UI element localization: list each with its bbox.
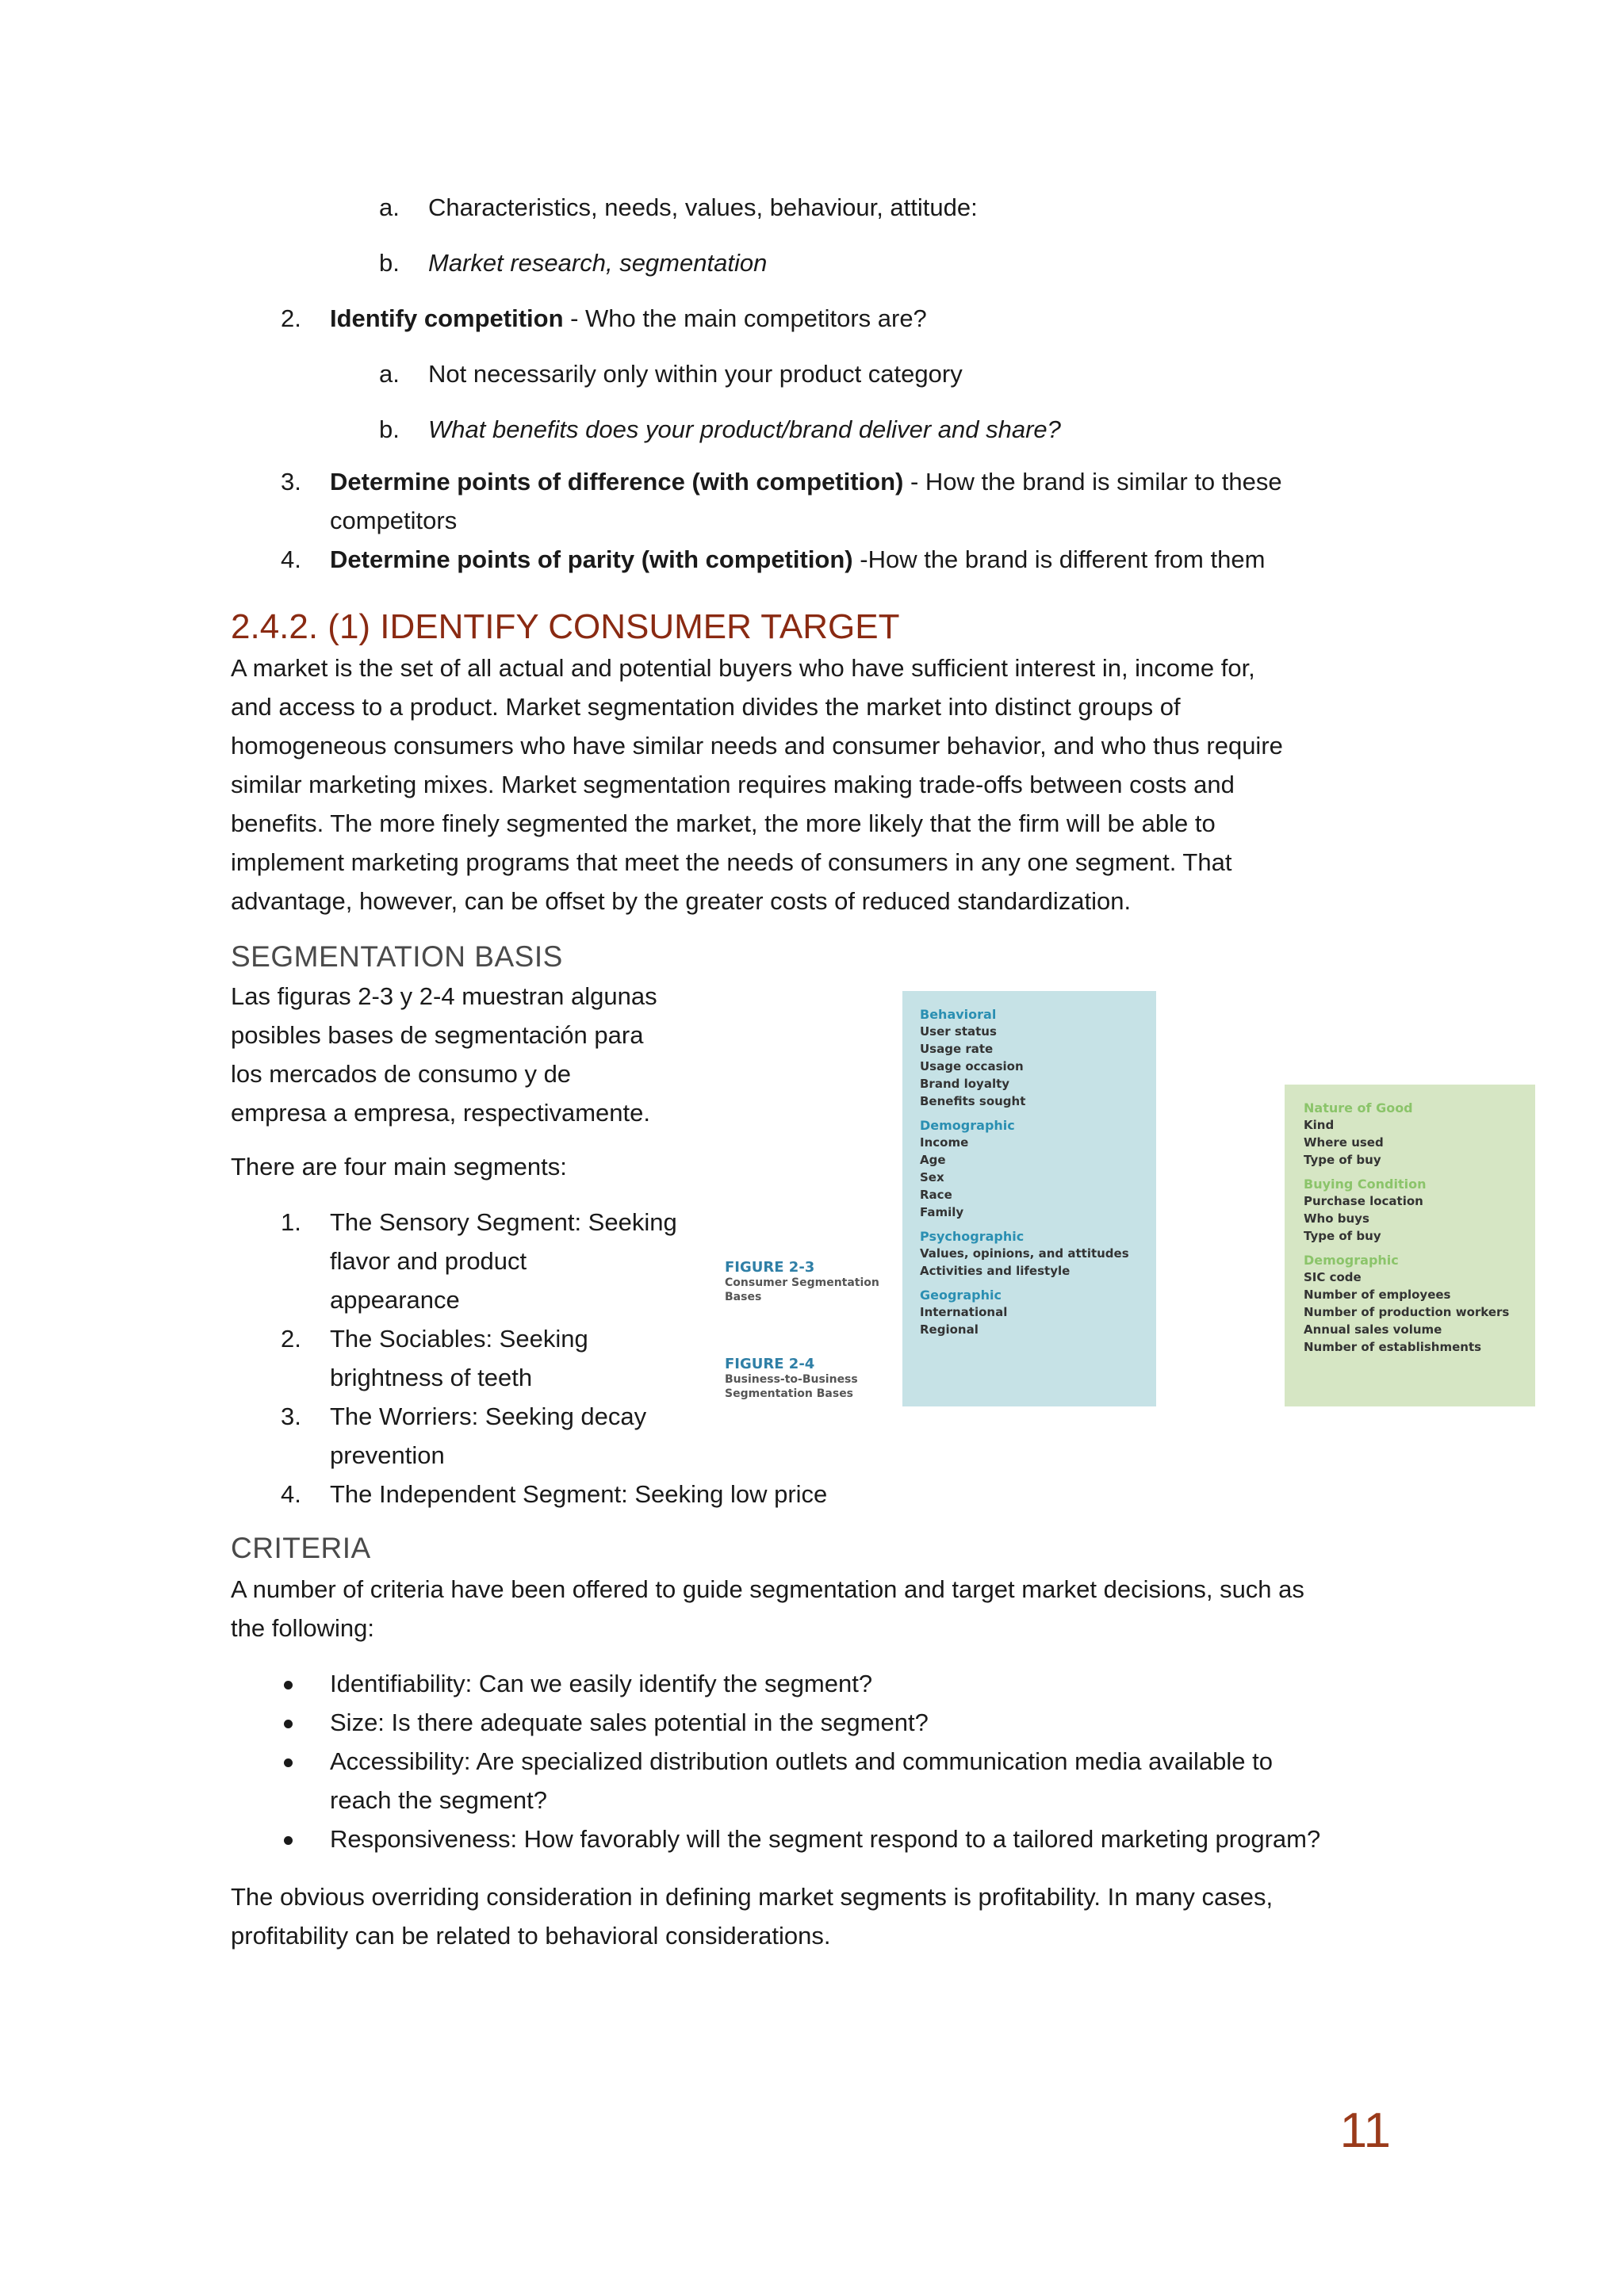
criteria-item: Accessibility: Are specialized distribution outlets and communication media available to — [330, 1747, 1273, 1775]
figure-group-title: Demographic — [920, 1118, 1015, 1133]
figure-group — [920, 1288, 1129, 1338]
figure-group-item: SIC code — [1304, 1270, 1362, 1284]
list-marker: 4. — [281, 545, 301, 573]
figure-group-title: Geographic — [920, 1288, 1002, 1303]
figure-caption-2-4 — [725, 1356, 858, 1401]
list-marker: 3. — [281, 1402, 301, 1430]
figure-group-item: Number of employees — [1304, 1288, 1451, 1302]
list-item: Not necessarily only within your product category — [428, 360, 963, 388]
segment-item: appearance — [330, 1286, 460, 1314]
figure-group-item: Usage rate — [920, 1042, 994, 1056]
figure-group-item: Usage occasion — [920, 1059, 1024, 1073]
figure-group-item: Family — [920, 1205, 964, 1219]
figure-group-item: Age — [920, 1153, 946, 1167]
criteria-item: Responsiveness: How favorably will the segment respond to a tailored marketing program? — [330, 1825, 1321, 1853]
list-marker: b. — [379, 415, 400, 443]
criteria-item: Size: Is there adequate sales potential in the segment? — [330, 1709, 929, 1736]
list-item-text: - How the brand is similar to these — [903, 468, 1282, 496]
list-item: What benefits does your product/brand deliver and share? — [428, 415, 1061, 443]
subsection-heading: SEGMENTATION BASIS — [231, 940, 563, 973]
criteria-item: reach the segment? — [330, 1786, 548, 1814]
figure-group — [920, 1118, 1129, 1221]
list-marker: 4. — [281, 1480, 301, 1508]
figure-group-item: Kind — [1304, 1118, 1335, 1132]
figure-group-item: Purchase location — [1304, 1194, 1423, 1208]
figure-group-item: Type of buy — [1304, 1153, 1381, 1167]
consumer-groups — [920, 1007, 1129, 1346]
text-line: profitability can be related to behavioral considerations. — [231, 1922, 831, 1950]
figure-caption-2-3 — [725, 1259, 879, 1304]
figure-caption-desc: Segmentation Bases — [725, 1387, 854, 1400]
list-marker: b. — [379, 249, 400, 277]
list-item-continuation: competitors — [330, 507, 458, 534]
list-item-bold: Identify competition — [330, 304, 564, 332]
figure-caption-desc: Consumer Segmentation — [725, 1276, 879, 1289]
figure-group-item: Race — [920, 1188, 952, 1202]
list-item — [330, 466, 1282, 498]
segment-item: The Independent Segment: Seeking low price — [330, 1480, 828, 1508]
text-line: posibles bases de segmentación para — [231, 1021, 644, 1049]
list-marker: a. — [379, 193, 400, 221]
list-marker: a. — [379, 360, 400, 388]
text-line: advantage, however, can be offset by the greater costs of reduced standardization. — [231, 887, 1132, 915]
text-line: and access to a product. Market segmentation divides the market into distinct groups of — [231, 693, 1181, 721]
figure-group-item: International — [920, 1305, 1008, 1319]
figure-group-title: Nature of Good — [1304, 1100, 1413, 1115]
segment-item: flavor and product — [330, 1247, 527, 1275]
list-item-text: - Who the main competitors are? — [563, 304, 927, 332]
list-marker: 1. — [281, 1208, 301, 1236]
page-number: 11 — [1339, 2103, 1391, 2158]
segment-item: The Sociables: Seeking — [330, 1325, 588, 1353]
section-paragraph — [231, 649, 1388, 920]
bullet-icon — [284, 1758, 293, 1767]
figure-group-item: Values, opinions, and attitudes — [920, 1246, 1129, 1261]
text-line: A number of criteria have been offered to guide segmentation and target market decisions, such as — [231, 1575, 1304, 1603]
figure-caption-title: FIGURE 2-3 — [725, 1259, 815, 1276]
subsection-heading: CRITERIA — [231, 1532, 371, 1564]
text-line: the following: — [231, 1614, 374, 1642]
figure-group-item: Regional — [920, 1322, 979, 1337]
segment-item: brightness of teeth — [330, 1364, 533, 1391]
figure-caption-desc: Bases — [725, 1291, 762, 1303]
figure-group-item: Income — [920, 1135, 969, 1150]
figure-group-item: Where used — [1304, 1135, 1384, 1150]
figure-group-item: Brand loyalty — [920, 1077, 1010, 1091]
closing-paragraph — [231, 1877, 1388, 1955]
figure-group-title: Behavioral — [920, 1007, 997, 1022]
segment-item: The Sensory Segment: Seeking — [330, 1208, 677, 1236]
criteria-item: Identifiability: Can we easily identify the segment? — [330, 1670, 873, 1697]
bullet-icon — [284, 1681, 293, 1689]
list-item-bold: Determine points of difference (with competition) — [330, 468, 904, 496]
section-heading: 2.4.2. (1) IDENTIFY CONSUMER TARGET — [231, 607, 900, 646]
list-item: Characteristics, needs, values, behaviour, attitude: — [428, 193, 978, 221]
list-item-bold: Determine points of parity (with competition) — [330, 545, 853, 573]
text-line: similar marketing mixes. Market segmentation requires making trade-offs between costs and — [231, 771, 1235, 798]
figure-group-item: Benefits sought — [920, 1094, 1026, 1108]
text-line: A market is the set of all actual and potential buyers who have sufficient interest in, income for, — [231, 654, 1255, 682]
segments-intro: There are four main segments: — [231, 1153, 567, 1181]
figure-group-item: Number of production workers — [1304, 1305, 1510, 1319]
segment-item: prevention — [330, 1441, 445, 1469]
business-groups — [1304, 1100, 1509, 1364]
figure-group-item: Who buys — [1304, 1211, 1369, 1226]
figure-group-item: Annual sales volume — [1304, 1322, 1442, 1337]
figure-group — [920, 1007, 1129, 1110]
figure-group-item: Number of establishments — [1304, 1340, 1482, 1354]
segmentation-figure — [714, 986, 1538, 1414]
text-line: The obvious overriding consideration in defining market segments is profitability. In many cases, — [231, 1883, 1274, 1911]
figure-group — [1304, 1253, 1509, 1356]
figure-group-title: Demographic — [1304, 1253, 1399, 1268]
figure-caption-desc: Business-to-Business — [725, 1373, 858, 1386]
text-line: los mercados de consumo y de — [231, 1060, 572, 1088]
spanish-paragraph — [231, 977, 707, 1132]
list-item: Market research, segmentation — [428, 249, 768, 277]
segment-item: The Worriers: Seeking decay — [330, 1402, 647, 1430]
figure-group-title: Psychographic — [920, 1229, 1025, 1244]
criteria-intro — [231, 1570, 1388, 1647]
text-line: homogeneous consumers who have similar needs and consumer behavior, and who thus require — [231, 732, 1283, 760]
figure-group-item: User status — [920, 1024, 997, 1039]
bullet-icon — [284, 1836, 293, 1845]
figure-group-title: Buying Condition — [1304, 1177, 1427, 1192]
list-item — [330, 544, 1265, 576]
list-marker: 2. — [281, 304, 301, 332]
list-item-text: -How the brand is different from them — [852, 545, 1266, 573]
list-marker: 3. — [281, 468, 301, 496]
figure-caption-title: FIGURE 2-4 — [725, 1356, 815, 1372]
text-line: Las figuras 2-3 y 2-4 muestran algunas — [231, 982, 657, 1010]
list-item — [330, 303, 927, 335]
figure-group — [1304, 1100, 1509, 1169]
list-marker: 2. — [281, 1325, 301, 1353]
figure-group-item: Sex — [920, 1170, 944, 1184]
figure-group — [1304, 1177, 1509, 1245]
figure-group-item: Activities and lifestyle — [920, 1264, 1071, 1278]
text-line: empresa a empresa, respectivamente. — [231, 1099, 650, 1127]
figure-group — [920, 1229, 1129, 1280]
figure-group-item: Type of buy — [1304, 1229, 1381, 1243]
text-line: implement marketing programs that meet the needs of consumers in any one segment. That — [231, 848, 1232, 876]
text-line: benefits. The more finely segmented the market, the more likely that the firm will be able to — [231, 809, 1216, 837]
bullet-icon — [284, 1720, 293, 1728]
